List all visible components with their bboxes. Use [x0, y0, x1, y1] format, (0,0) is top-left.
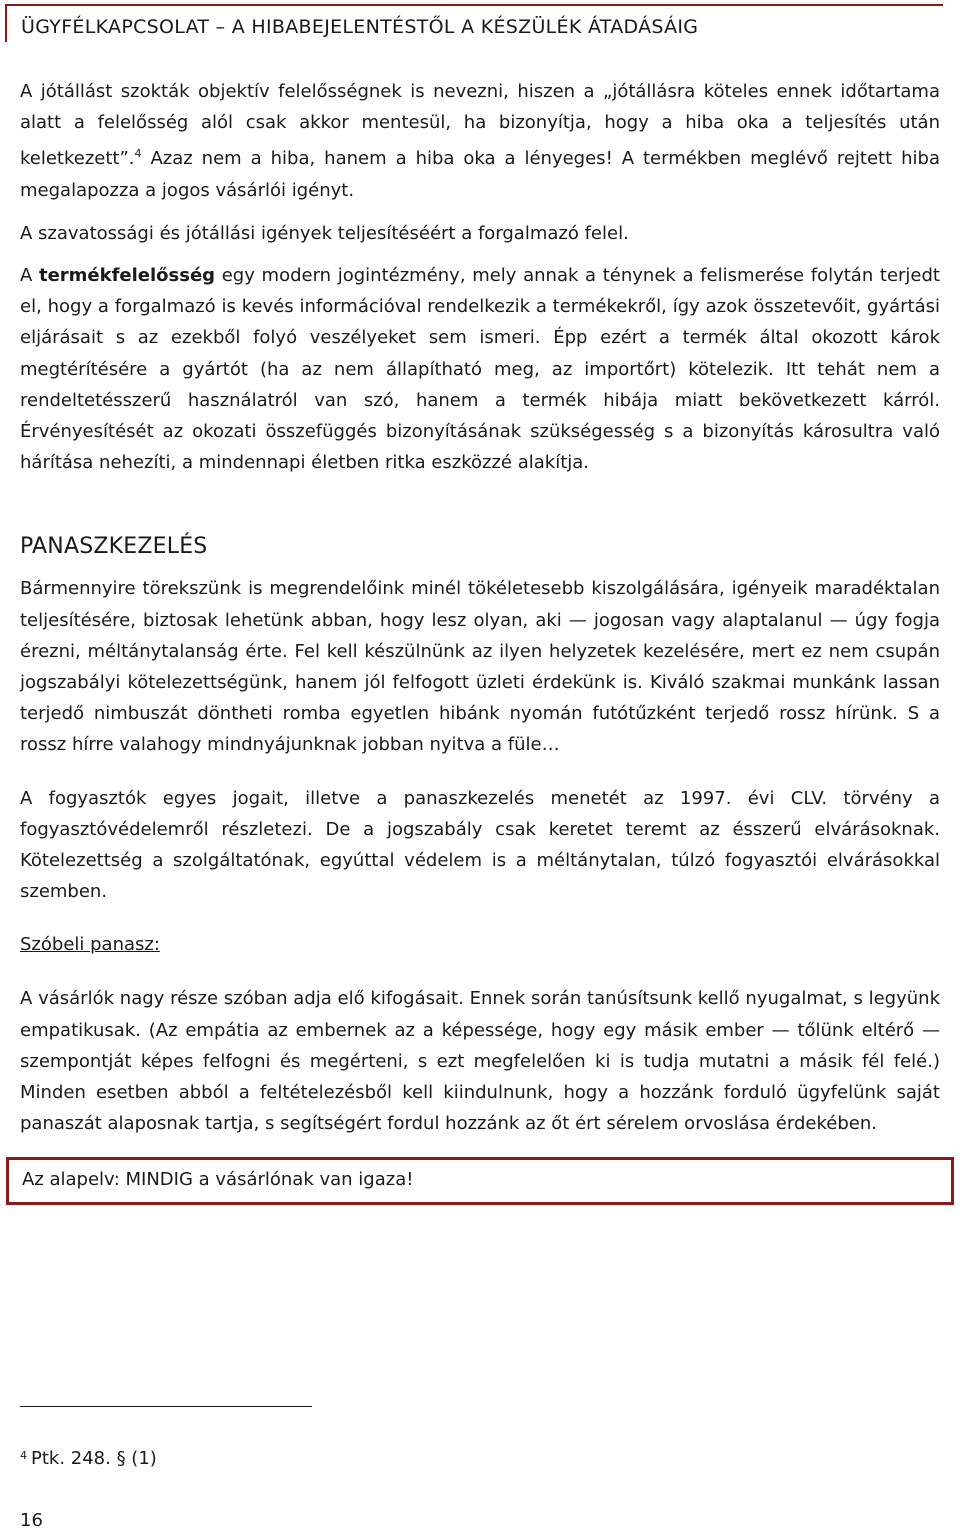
paragraph-szavatossag: A szavatossági és jótállási igények teljesítéséért a forgalmazó felel.	[20, 222, 629, 244]
principle-callout-box	[6, 1157, 954, 1205]
paragraph-termekfelelosseg: A termékfelelősség egy modern jogintézmény, mely annak a ténynek a felismerése folytán terjedt el, hogy a forgalmazó is kevés információval rendelkezik a termékekről, így azok összetevőit, gyártási eljárásait s az ezekből folyó veszélyeket sem ismeri. Épp ezért a termék által okozott károk megtérítésére a gyártót (ha az nem állapítható meg, az importőrt) kötelezik. Itt tehát nem a rendeltetésszerű használatról van szó, hanem a termék hibája miatt bekövetkezett kárról. Érvényesítését az okozati összefüggés bizonyításának szükségesség s a bizonyítás károsultra való hárítása nehezíti, a mindennapi életben ritka eszközzé alakítja.	[20, 265, 940, 474]
footnote-marker: 4	[20, 1449, 27, 1462]
running-header	[5, 4, 943, 42]
paragraph-fogyasztok-jogai: A fogyasztók egyes jogait, illetve a panaszkezelés menetét az 1997. évi CLV. törvény a fogyasztóvédelemről részletezi. De a jogszabály csak keretet teremt az ésszerű elvárásoknak. Kötelezettség a szolgáltatónak, egyúttal védelem is a méltánytalan, túlzó fogyasztói elvárásokkal szemben.	[20, 787, 940, 903]
footnote-reference[interactable]: 4	[134, 147, 142, 161]
callout-text: Az alapelv: MINDIG a vásárlónak van igaza!	[22, 1169, 414, 1191]
footnote	[20, 1448, 157, 1469]
footnote-separator	[20, 1406, 312, 1407]
page-body	[20, 76, 940, 1205]
paragraph-szobeli-panasz: A vásárlók nagy része szóban adja elő kifogásait. Ennek során tanúsítsunk kellő nyugalmat, s legyünk empatikusak. (Az empátia az embernek az a képessége, hogy egy másik ember — tőlünk eltérő — szempontját képes felfogni és megérteni, s ezt megfelelően ki is tudja mutatni a másik fél felé.) Minden esetben abból a feltételezésből kell kiindulnunk, hogy a hozzánk forduló ügyfelünk saját panaszát alaposnak tartja, s segítségért fordul hozzánk az őt ért sérelem orvoslása érdekében.	[20, 988, 940, 1135]
footnote-text: Ptk. 248. § (1)	[31, 1448, 157, 1469]
term-termekfelelosseg: termékfelelősség	[38, 265, 216, 287]
header-title: ÜGYFÉLKAPCSOLAT – A HIBABEJELENTÉSTŐL A KÉSZÜLÉK ÁTADÁSÁIG	[21, 16, 699, 38]
paragraph-panaszkezeles-intro: Bármennyire törekszünk is megrendelőink minél tökéletesebb kiszolgálására, igényeik maradéktalan teljesítésére, biztosak lehetünk abban, hogy lesz olyan, aki — jogosan vagy alaptalanul — úgy fogja érezni, méltánytalanság érte. Fel kell készülnünk az ilyen helyzetek kezelésére, mert ez nem csupán jogszabályi kötelezettségünk, hanem jól felfogott üzleti érdekünk is. Kiváló szakmai munkánk lassan terjedő nimbuszát döntheti romba egyetlen hibánk nyomán futótűzként terjedő rossz hírünk. S a rossz hírre valahogy mindnyájunknak jobban nyitva a füle…	[20, 578, 940, 756]
subheading-szobeli-panasz: Szóbeli panasz:	[20, 934, 160, 956]
page-number: 16	[20, 1510, 43, 1531]
paragraph-jotallas: A jótállást szokták objektív felelősségnek is nevezni, hiszen a „jótállásra köteles ennek időtartama alatt a felelősség alól csak akkor mentesül, ha bizonyítja, hogy a hiba oka a teljesítés után keletkezett”.$^4$ Azaz nem a hiba, hanem a hiba oka a lényeges! A termékben meglévő rejtett hiba megalapozza a jogos vásárlói igényt.	[20, 81, 940, 201]
section-heading: PANASZKEZELÉS	[20, 534, 208, 560]
